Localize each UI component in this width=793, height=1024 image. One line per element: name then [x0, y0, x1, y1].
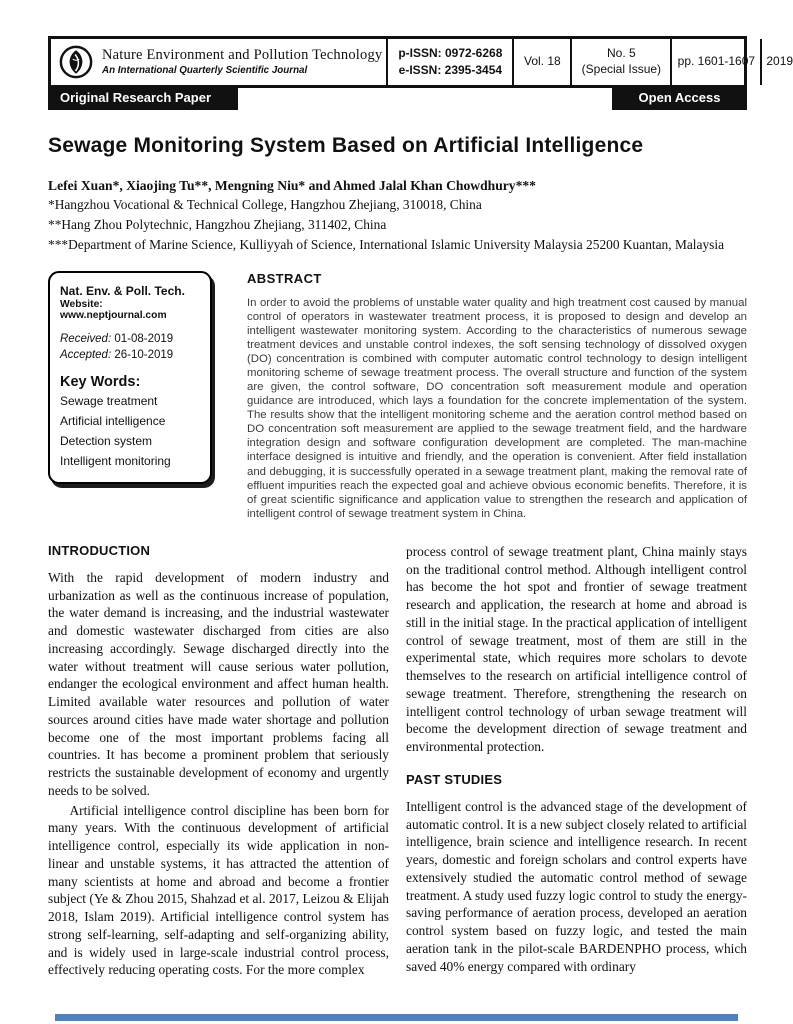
- journal-info-box: [48, 271, 212, 484]
- keyword-item: Artificial intelligence: [60, 413, 166, 428]
- footer-accent-bar: [55, 1014, 738, 1021]
- journal-name-cell: [51, 39, 386, 85]
- left-column: [48, 543, 389, 979]
- open-access-badge: Open Access: [612, 88, 747, 110]
- authors-line: Lefei Xuan*, Xiaojing Tu**, Mengning Niu* and Ahmed Jalal Khan Chowdhury***: [48, 177, 536, 193]
- journal-leaf-logo-icon: [59, 45, 93, 79]
- badge-row: [48, 88, 747, 110]
- issn-cell: [386, 39, 512, 85]
- affiliation-1: *Hangzhou Vocational & Technical College, Hangzhou Zhejiang, 310018, China: [48, 196, 482, 212]
- pages-cell: [670, 39, 760, 85]
- keywords-heading: Key Words:: [60, 373, 141, 390]
- journal-abbreviation: Nat. Env. & Poll. Tech.: [60, 283, 185, 298]
- journal-name: Nature Environment and Pollution Technology: [102, 47, 383, 64]
- past-studies-paragraph-1: Intelligent control is the advanced stage of the development of automatic control. It is a new subject closely related to artificial intelligence, brain science and intelligence research. In recent years, domestic and foreign scholars and control experts have extensively studied the automatic control method of sewage treatment. A study used fuzzy logic control to study the energy-saving performance of aeration process, developed an aeration control system based on fuzzy logic, and tested the main aeration tank in the pilot-scale BARDENPHO process, which saved 40% energy compared with ordinary: [406, 798, 747, 974]
- keyword-item: Intelligent monitoring: [60, 453, 171, 468]
- abstract-text: In order to avoid the problems of unstable water quality and high treatment cost caused by manual control of operators in wastewater treatment process, it is proposed to design and develop an intelligent wastewater monitoring system. According to the characteristics of numerous sewage treatment devices and unstable control indexes, the soft sensing technology of dissolved oxygen (DO) concentration is combined with computer automatic control technology to design intelligent monitoring scheme of sewage treatment process. The overall structure and function of the system are given, the control software, DO concentration soft measurement module and operation guidance are introduced, which lays a foundation for the concrete implementation of the system. The results show that the intelligent monitoring scheme and the aeration control method based on DO concentration soft measurement are applied to the sewage treatment field, and the hardware integration design and software configuration development are completed. The man-machine interface designed is intuitive and friendly, and the operation is convenient. After field installation and debugging, it is successfully operated in a sewage treatment plant, making the removal rate of effluent impurities reach the expected goal and achieve obvious economic benefits. Therefore, it is of great scientific significance and application value to strengthen the research and application of intelligent control of sewage treatment system in China.: [247, 296, 747, 520]
- keyword-item: Detection system: [60, 433, 153, 448]
- issue-cell: [570, 39, 670, 85]
- introduction-continuation: process control of sewage treatment plant, China mainly stays on the traditional control method. Although intelligent control has become the hot spot and frontier of sewage treatment research and application, the research at home and abroad is still in the initial stage. In the practical application of intelligent control of sewage treatment, most of them are still in the experimental state, which requires more scholars to devote themselves to the research on artificial intelligence control of sewage treatment. Therefore, strengthening the research on intelligent control technology of urban sewage treatment will become the development direction of sewage treatment and environmental protection.: [406, 543, 747, 755]
- journal-subtitle: An International Quarterly Scientific Journal: [102, 64, 308, 76]
- issue-number: No. 5: [607, 46, 636, 61]
- journal-website: Website: www.neptjournal.com: [60, 298, 167, 321]
- year-cell: [760, 39, 793, 85]
- e-issn: e-ISSN: 2395-3454: [398, 63, 503, 77]
- past-studies-heading: PAST STUDIES: [406, 771, 503, 787]
- year: 2019: [766, 54, 793, 69]
- keyword-item: Sewage treatment: [60, 393, 158, 408]
- accepted-date-line: Accepted: 26-10-2019: [60, 349, 174, 362]
- journal-masthead: [48, 36, 793, 88]
- affiliation-3: ***Department of Marine Science, Kulliyyah of Science, International Islamic University Malaysia 25200 Kuantan, Malaysia: [48, 237, 725, 253]
- article-type-badge: Original Research Paper: [48, 88, 238, 110]
- issue-type: (Special Issue): [581, 62, 662, 76]
- submission-dates: [60, 331, 200, 364]
- abstract-heading: ABSTRACT: [247, 270, 322, 286]
- right-column: [406, 543, 747, 979]
- introduction-paragraph-1: With the rapid development of modern industry and urbanization as well as the continuous increase of population, the water demand is increasing, and the industrial wastewater and domestic wastewater discharged from cities are also increasing accordingly. Sewage discharged directly into the water without treatment will cause serious water pollution, endanger the ecological environment and affect human health. Limited available water resources and pollution of water sources around cities have made water shortage and pollution become one of the most important problems facing all countries. It has become a prominent problem that seriously restricts the sustainable development of economy and urgently needs to be solved.: [48, 569, 389, 798]
- p-issn: p-ISSN: 0972-6268: [398, 45, 503, 60]
- page-range: pp. 1601-1607: [677, 54, 756, 69]
- article-title: Sewage Monitoring System Based on Artificial Intelligence: [48, 133, 644, 157]
- affiliation-2: **Hang Zhou Polytechnic, Hangzhou Zhejiang, 311402, China: [48, 217, 387, 233]
- received-date-line: Received: 01-08-2019: [60, 332, 174, 345]
- introduction-heading: INTRODUCTION: [48, 542, 151, 558]
- volume-cell: [512, 39, 570, 85]
- introduction-paragraph-2: Artificial intelligence control discipline has been born for many years. With the continuous development of artificial intelligence control, especially its wide application in non-linear and unstable systems, it has attracted the attention of many scientists at home and abroad and become a frontier subject (Ye & Zhou 2015, Shahzad et al. 2017, Leizou & Elijah 2018, Islam 2019). Artificial intelligence control system has strong self-learning, self-adapting and self-organizing ability, and is widely used in large-scale industrial control process, effectively reducing operating costs. For the more complex: [48, 802, 389, 978]
- volume: Vol. 18: [524, 54, 561, 69]
